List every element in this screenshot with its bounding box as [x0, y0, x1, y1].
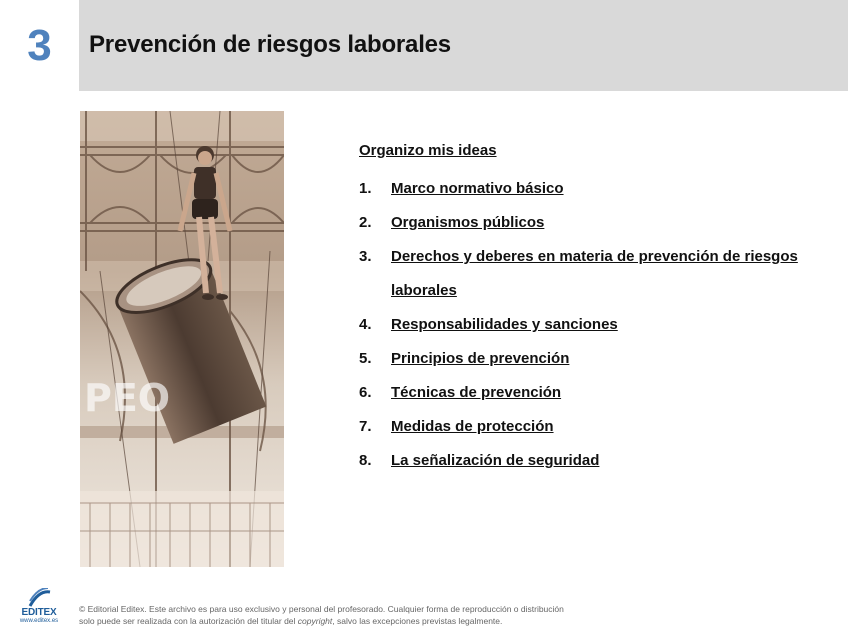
logo-word: EDITEX: [21, 607, 57, 618]
topic-number: 3.: [359, 248, 372, 265]
topic-item-6: [359, 376, 819, 410]
topic-item-8: [359, 444, 819, 478]
topic-number: 8.: [359, 452, 372, 469]
topic-list: [359, 172, 819, 478]
topic-number: 7.: [359, 418, 372, 435]
topic-number: 4.: [359, 316, 372, 333]
copyright-notice: [79, 603, 639, 627]
topic-item-1: [359, 172, 819, 206]
topic-number: 6.: [359, 384, 372, 401]
copyright-line-2: [79, 615, 639, 627]
topic-number: 1.: [359, 180, 372, 197]
topic-item-2: [359, 206, 819, 240]
topic-item-7: [359, 410, 819, 444]
sepia-photo-illustration: [80, 111, 284, 567]
editex-logo: [14, 588, 64, 628]
topic-item-4: [359, 308, 819, 342]
topic-item-5: [359, 342, 819, 376]
copyright-line-1: © Editorial Editex. Este archivo es para uso exclusivo y personal del profesorado. Cualquier forma de reproducción o distribución: [79, 604, 564, 614]
topic-link-medidas[interactable]: Medidas de protección: [391, 418, 554, 435]
topic-link-marco-normativo[interactable]: Marco normativo básico: [391, 180, 564, 197]
sepia-photo: [80, 111, 284, 567]
logo-url: www.editex.es: [19, 618, 59, 624]
sign-letters: PEO: [84, 376, 171, 420]
topic-link-organismos-publicos[interactable]: Organismos públicos: [391, 214, 545, 231]
copyright-word: copyright: [297, 616, 333, 626]
topic-link-tecnicas[interactable]: Técnicas de prevención: [391, 384, 562, 401]
topic-link-derechos-deberes[interactable]: Derechos y deberes en materia de prevención de riesgos laborales: [391, 248, 798, 299]
topic-link-responsabilidades[interactable]: Responsabilidades y sanciones: [391, 316, 618, 333]
chapter-number: 3: [27, 20, 52, 70]
editex-logo-icon: [14, 588, 64, 608]
topic-link-principios[interactable]: Principios de prevención: [391, 350, 570, 367]
header-bar: [79, 0, 848, 91]
topic-link-senalizacion[interactable]: La señalización de seguridad: [391, 452, 600, 469]
copyright-line-2-end: , salvo las excepciones previstas legalmente.: [332, 616, 503, 626]
content-heading: Organizo mis ideas: [359, 142, 497, 159]
page-title: Prevención de riesgos laborales: [89, 31, 451, 58]
copyright-line-2-start: solo puede ser realizada con la autorización del titular del: [79, 616, 298, 626]
topic-item-3: [359, 240, 819, 308]
content-panel: [359, 140, 819, 478]
topic-number: 5.: [359, 350, 372, 367]
topic-number: 2.: [359, 214, 372, 231]
